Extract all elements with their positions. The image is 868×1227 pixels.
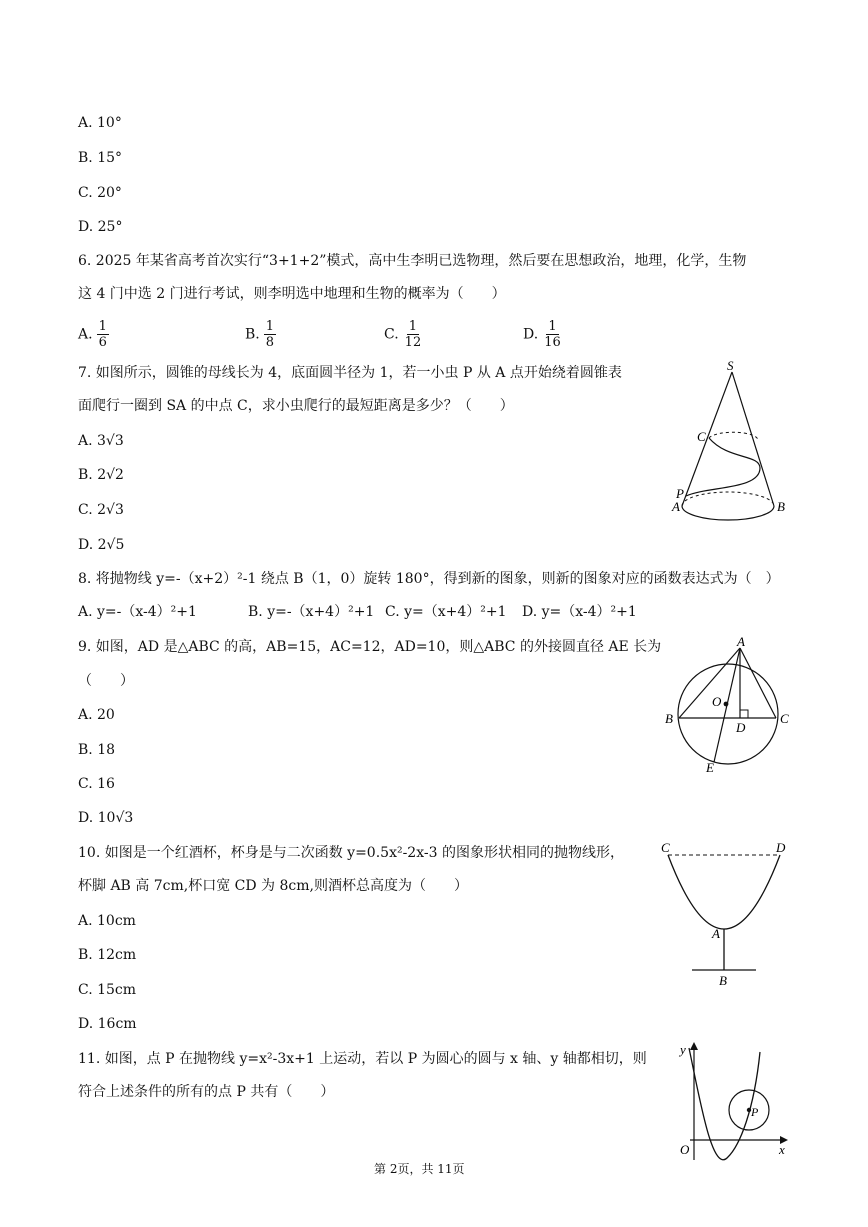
q10-stem-line1: 10. 如图是一个红酒杯，杯身是与二次函数 y=0.5x²-2x-3 的图象形状相同的抛物线形， — [78, 845, 624, 861]
fraction: $\frac{1}{6}$ — [98, 319, 107, 350]
q7-stem-line2: 面爬行一圈到 SA 的中点 C，求小虫爬行的最短距离是多少？（ ） — [78, 398, 514, 414]
q7-option-c: C. 2√3 — [78, 502, 124, 518]
parabola-figure — [672, 1040, 794, 1165]
q10-option-c: C. 15cm — [78, 982, 137, 998]
q6-stem-line2: 这 4 门中选 2 门进行考试，则李明选中地理和生物的概率为（ ） — [78, 286, 506, 302]
label-B: B — [719, 973, 727, 988]
wine-glass-figure — [658, 838, 798, 990]
q10-option-d: D. 16cm — [78, 1016, 137, 1032]
q5-option-a: A. 10° — [78, 115, 122, 131]
label-P: P — [676, 486, 684, 501]
q5-option-c: C. 20° — [78, 185, 122, 201]
q11-stem-line1: 11. 如图，点 P 在抛物线 y=x²-3x+1 上运动，若以 P 为圆心的圆与 x 轴、y 轴都相切，则 — [78, 1051, 647, 1067]
q6-option-d: D. $\frac{1}{16}$ — [523, 319, 561, 350]
q8-option-a: A. y=-（x-4）²+1 — [78, 604, 197, 620]
q9-option-b: B. 18 — [78, 742, 116, 758]
q6-option-b: B. $\frac{1}{8}$ — [245, 319, 275, 350]
q7-stem-line1: 7. 如图所示，圆锥的母线长为 4，底面圆半径为 1，若一小虫 P 从 A 点开始绕着圆锥表 — [78, 365, 622, 381]
q7-option-a: A. 3√3 — [78, 433, 124, 449]
q10-stem-line2: 杯脚 AB 高 7cm,杯口宽 CD 为 8cm,则酒杯总高度为（ ） — [78, 878, 468, 894]
label-D: D — [736, 720, 746, 735]
q6-stem-line1: 6. 2025 年某省高考首次实行“3+1+2”模式，高中生李明已选物理，然后要在思想政治，地理，化学，生物 — [78, 253, 747, 269]
label-B: B — [665, 711, 673, 726]
q9-stem-line1: 9. 如图，AD 是△ABC 的高，AB=15，AC=12，AD=10，则△ABC 的外接圆直径 AE 长为 — [78, 639, 662, 655]
label-E: E — [706, 760, 714, 774]
cone-figure — [668, 358, 798, 528]
circle-triangle-figure — [660, 634, 800, 774]
label-O: O — [712, 694, 722, 709]
label-D: D — [776, 840, 786, 855]
label-C: C — [661, 840, 670, 855]
label-A: A — [737, 634, 745, 649]
q9-stem-line2: （ ） — [78, 673, 134, 689]
q9-option-c: C. 16 — [78, 776, 115, 792]
q10-option-b: B. 12cm — [78, 947, 137, 963]
label-C: C — [780, 711, 789, 726]
label-S: S — [727, 358, 734, 373]
fraction: $\frac{1}{12}$ — [404, 319, 422, 350]
q8-option-c: C. y=（x+4）²+1 — [385, 604, 507, 620]
label-y: y — [680, 1042, 686, 1057]
label-x: x — [779, 1142, 785, 1157]
q5-option-d: D. 25° — [78, 219, 123, 235]
q7-option-d: D. 2√5 — [78, 537, 125, 553]
label-A: A — [672, 499, 680, 514]
label-B: B — [777, 499, 785, 514]
fraction: $\frac{1}{16}$ — [544, 319, 561, 350]
q9-option-a: A. 20 — [78, 707, 115, 723]
q8-option-d: D. y=（x-4）²+1 — [522, 604, 637, 620]
fraction: $\frac{1}{8}$ — [265, 319, 275, 350]
q10-option-a: A. 10cm — [78, 913, 136, 929]
q5-option-b: B. 15° — [78, 150, 123, 166]
q8-stem: 8. 将抛物线 y=-（x+2）²-1 绕点 B（1，0）旋转 180°，得到新的图象，则新的图象对应的函数表达式为（ ） — [78, 571, 780, 587]
label-A: A — [712, 926, 720, 941]
q6-option-c: C. $\frac{1}{12}$ — [384, 319, 422, 350]
q7-option-b: B. 2√2 — [78, 467, 124, 483]
label-C: C — [697, 429, 706, 444]
page-footer: 第 2页，共 11页 — [374, 1162, 465, 1176]
q8-option-b: B. y=-（x+4）²+1 — [248, 604, 375, 620]
q6-option-a: A. $\frac{1}{6}$ — [78, 319, 107, 350]
q9-option-d: D. 10√3 — [78, 810, 134, 826]
label-P: P — [751, 1105, 759, 1119]
label-O: O — [680, 1142, 690, 1157]
q11-stem-line2: 符合上述条件的所有的点 P 共有（ ） — [78, 1084, 335, 1100]
